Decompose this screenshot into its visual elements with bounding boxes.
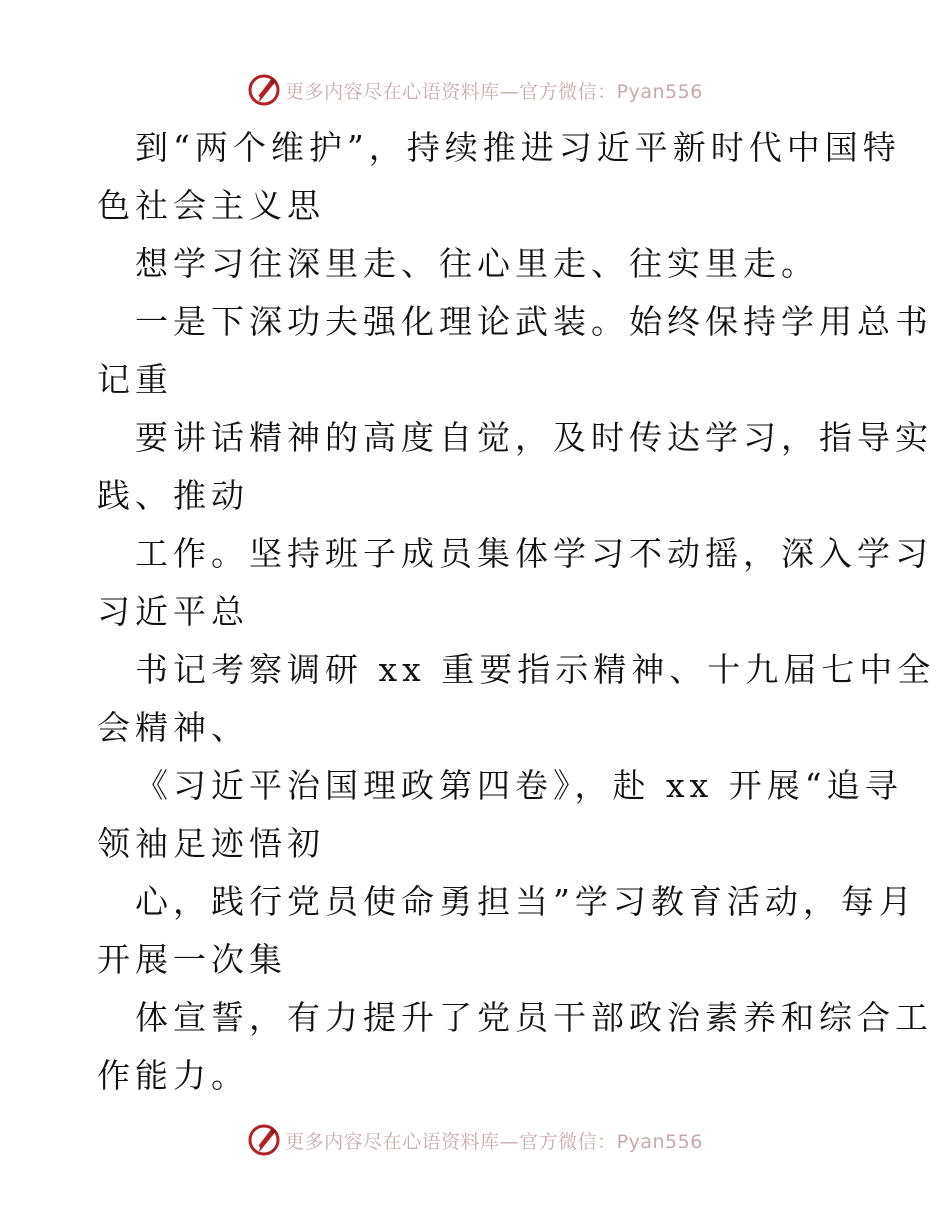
- text-line: 践、推动: [97, 476, 249, 515]
- text-line: 《习近平治国理政第四卷》，赴 xx 开展“追寻: [135, 766, 903, 805]
- pen-logo-icon: [247, 1123, 281, 1157]
- pen-logo-icon: [247, 73, 281, 107]
- text-line: 会精神、: [97, 708, 249, 747]
- text-line: 色社会主义思: [97, 186, 325, 225]
- text-line: 要讲话精神的高度自觉，及时传达学习，指导实: [135, 418, 933, 457]
- text-line: 体宣誓，有力提升了党员干部政治素养和综合工: [135, 998, 933, 1037]
- text-line: 领袖足迹悟初: [97, 824, 325, 863]
- text-line: 记重: [97, 360, 173, 399]
- footer-banner-text: 更多内容尽在心语资料库—官方微信：Pyan556: [285, 1130, 703, 1153]
- text-line: 心，践行党员使命勇担当”学习教育活动，每月: [135, 882, 917, 921]
- text-line: 书记考察调研 xx 重要指示精神、十九届七中全: [135, 650, 936, 689]
- text-line: 一是下深功夫强化理论武装。始终保持学用总书: [135, 302, 933, 341]
- text-line: 想学习往深里走、往心里走、往实里走。: [135, 244, 819, 283]
- document-body: [97, 119, 936, 1105]
- footer-banner: [0, 1120, 950, 1160]
- text-line: 习近平总: [97, 592, 249, 631]
- text-line: 到“两个维护”，持续推进习近平新时代中国特: [135, 128, 901, 167]
- text-line: 工作。坚持班子成员集体学习不动摇，深入学习: [135, 534, 933, 573]
- header-banner-text: 更多内容尽在心语资料库—官方微信：Pyan556: [285, 80, 703, 103]
- text-line: 开展一次集: [97, 940, 287, 979]
- text-line: 作能力。: [97, 1056, 249, 1095]
- header-banner: [0, 70, 950, 110]
